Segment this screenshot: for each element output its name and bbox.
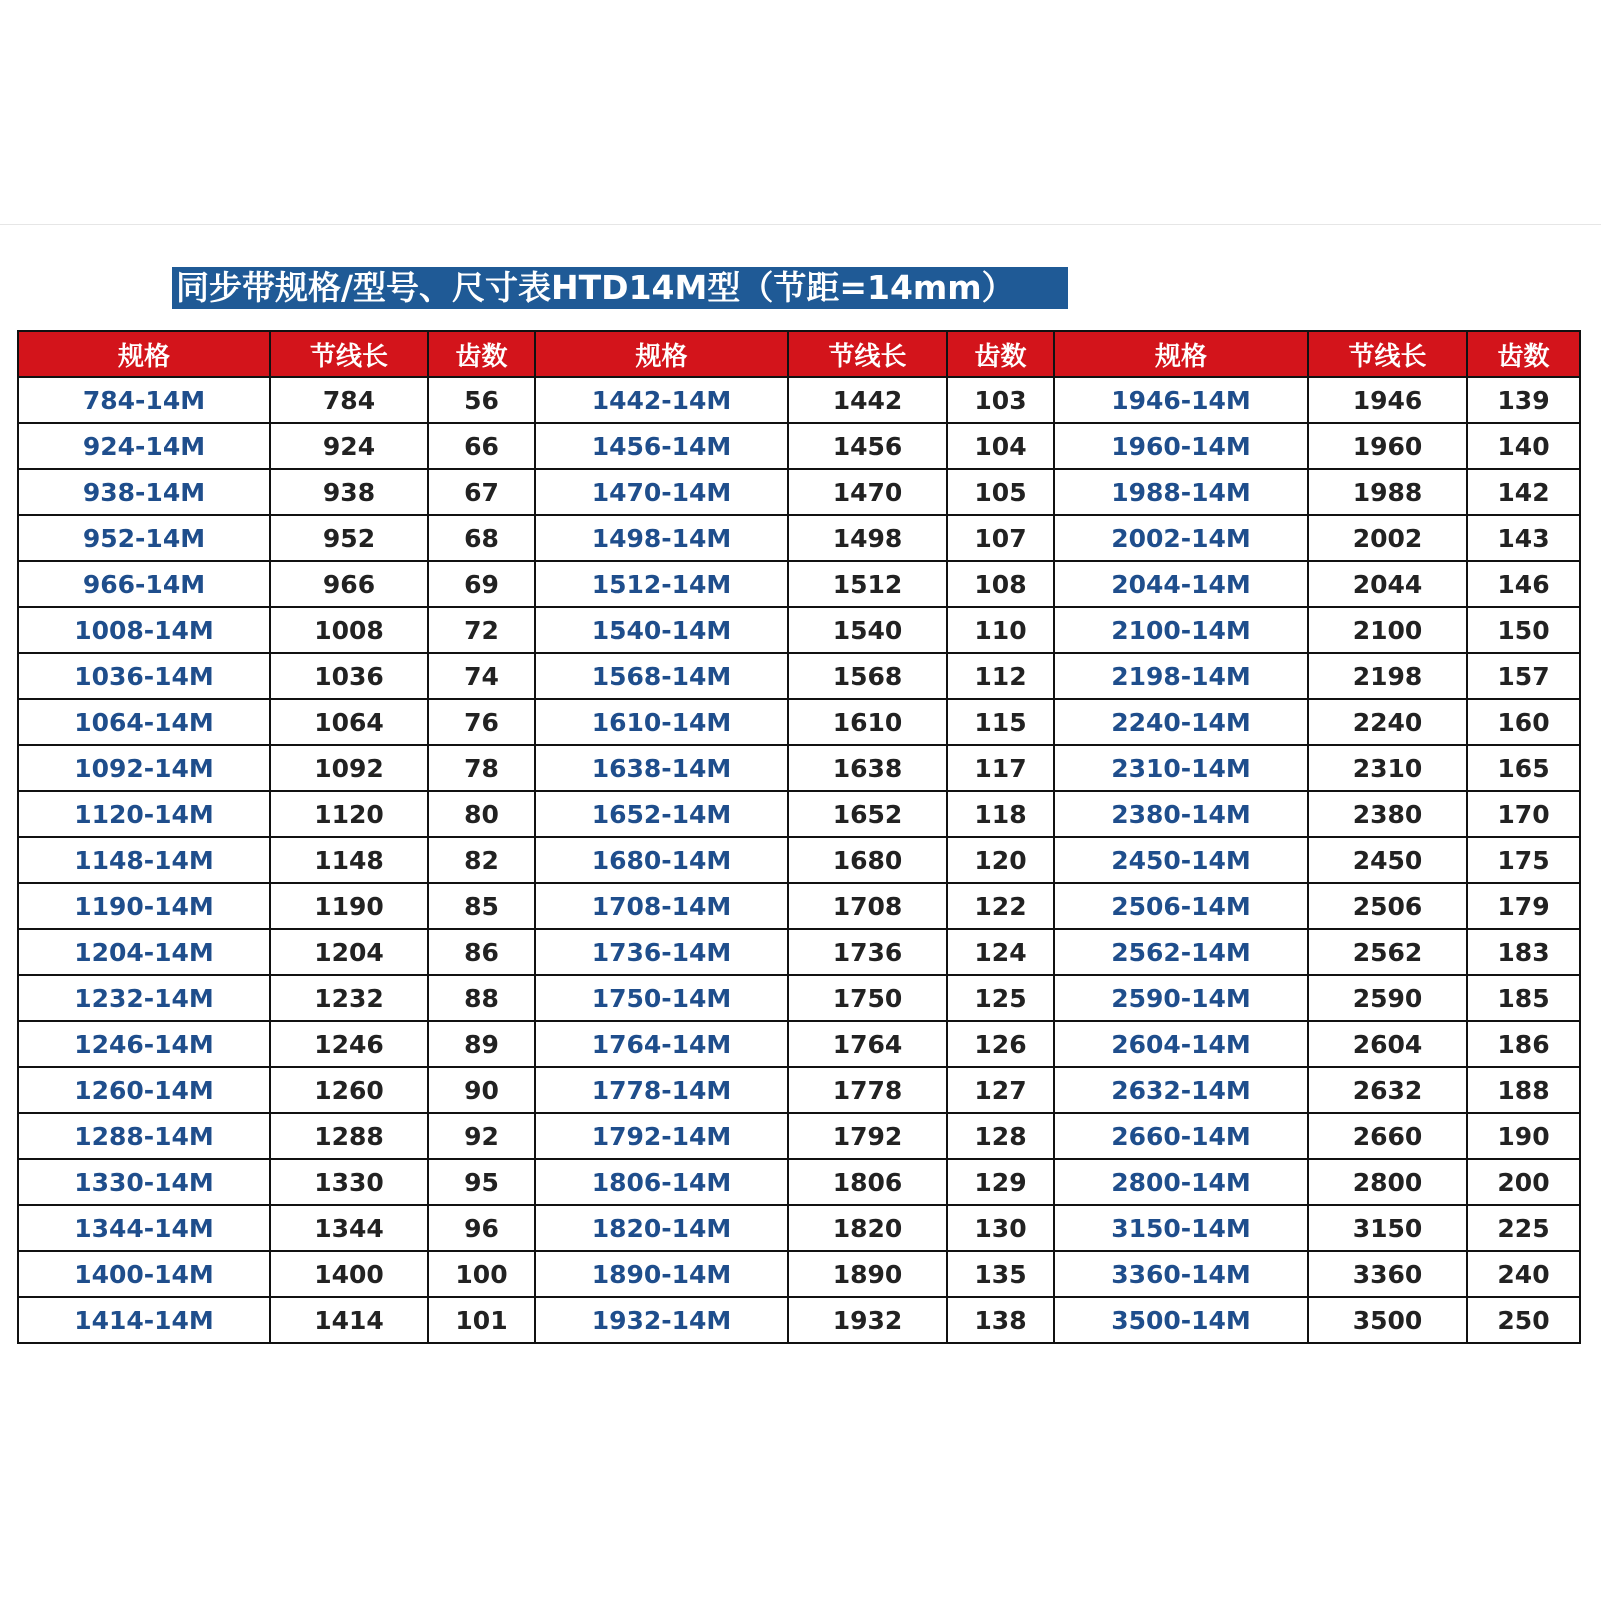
spec-cell: 1638-14M xyxy=(535,745,788,791)
teeth-cell: 67 xyxy=(428,469,535,515)
teeth-cell: 74 xyxy=(428,653,535,699)
teeth-cell: 125 xyxy=(947,975,1054,1021)
pitch-length-cell: 1442 xyxy=(788,377,947,423)
pitch-length-cell: 2198 xyxy=(1308,653,1467,699)
table-row xyxy=(18,883,1580,929)
spec-cell: 2800-14M xyxy=(1054,1159,1308,1205)
spec-cell: 1932-14M xyxy=(535,1297,788,1343)
pitch-length-cell: 1820 xyxy=(788,1205,947,1251)
table-row xyxy=(18,469,1580,515)
pitch-length-cell: 2380 xyxy=(1308,791,1467,837)
spec-cell: 1288-14M xyxy=(18,1113,270,1159)
teeth-cell: 68 xyxy=(428,515,535,561)
pitch-length-cell: 1806 xyxy=(788,1159,947,1205)
teeth-cell: 126 xyxy=(947,1021,1054,1067)
spec-cell: 1036-14M xyxy=(18,653,270,699)
pitch-length-cell: 1260 xyxy=(270,1067,428,1113)
spec-cell: 1736-14M xyxy=(535,929,788,975)
table-row xyxy=(18,975,1580,1021)
header-pitch-length: 节线长 xyxy=(270,331,428,377)
spec-cell: 3150-14M xyxy=(1054,1205,1308,1251)
pitch-length-cell: 1750 xyxy=(788,975,947,1021)
teeth-cell: 80 xyxy=(428,791,535,837)
teeth-cell: 130 xyxy=(947,1205,1054,1251)
spec-cell: 1764-14M xyxy=(535,1021,788,1067)
spec-cell: 2562-14M xyxy=(1054,929,1308,975)
spec-cell: 1470-14M xyxy=(535,469,788,515)
pitch-length-cell: 2632 xyxy=(1308,1067,1467,1113)
spec-cell: 1806-14M xyxy=(535,1159,788,1205)
pitch-length-cell: 2100 xyxy=(1308,607,1467,653)
pitch-length-cell: 1932 xyxy=(788,1297,947,1343)
spec-cell: 2198-14M xyxy=(1054,653,1308,699)
spec-cell: 1232-14M xyxy=(18,975,270,1021)
teeth-cell: 112 xyxy=(947,653,1054,699)
teeth-cell: 143 xyxy=(1467,515,1580,561)
spec-cell: 1442-14M xyxy=(535,377,788,423)
teeth-cell: 146 xyxy=(1467,561,1580,607)
spec-cell: 1246-14M xyxy=(18,1021,270,1067)
teeth-cell: 78 xyxy=(428,745,535,791)
pitch-length-cell: 1778 xyxy=(788,1067,947,1113)
spec-cell: 1946-14M xyxy=(1054,377,1308,423)
spec-cell: 2660-14M xyxy=(1054,1113,1308,1159)
spec-cell: 1120-14M xyxy=(18,791,270,837)
pitch-length-cell: 2660 xyxy=(1308,1113,1467,1159)
teeth-cell: 200 xyxy=(1467,1159,1580,1205)
header-row xyxy=(18,331,1580,377)
spec-cell: 938-14M xyxy=(18,469,270,515)
table-row xyxy=(18,1251,1580,1297)
spec-cell: 1204-14M xyxy=(18,929,270,975)
pitch-length-cell: 2240 xyxy=(1308,699,1467,745)
table-row xyxy=(18,1205,1580,1251)
table-row xyxy=(18,1113,1580,1159)
spec-cell: 952-14M xyxy=(18,515,270,561)
table-row xyxy=(18,377,1580,423)
pitch-length-cell: 1946 xyxy=(1308,377,1467,423)
top-divider xyxy=(0,224,1601,225)
pitch-length-cell: 1792 xyxy=(788,1113,947,1159)
table-row xyxy=(18,791,1580,837)
table-row xyxy=(18,561,1580,607)
teeth-cell: 85 xyxy=(428,883,535,929)
teeth-cell: 175 xyxy=(1467,837,1580,883)
spec-cell: 3500-14M xyxy=(1054,1297,1308,1343)
teeth-cell: 179 xyxy=(1467,883,1580,929)
teeth-cell: 250 xyxy=(1467,1297,1580,1343)
teeth-cell: 127 xyxy=(947,1067,1054,1113)
teeth-cell: 225 xyxy=(1467,1205,1580,1251)
spec-cell: 1330-14M xyxy=(18,1159,270,1205)
spec-cell: 1750-14M xyxy=(535,975,788,1021)
pitch-length-cell: 1736 xyxy=(788,929,947,975)
pitch-length-cell: 1890 xyxy=(788,1251,947,1297)
pitch-length-cell: 3360 xyxy=(1308,1251,1467,1297)
header-teeth: 齿数 xyxy=(1467,331,1580,377)
spec-cell: 1344-14M xyxy=(18,1205,270,1251)
table-row xyxy=(18,607,1580,653)
spec-cell: 966-14M xyxy=(18,561,270,607)
spec-cell: 2450-14M xyxy=(1054,837,1308,883)
table-row xyxy=(18,1067,1580,1113)
pitch-length-cell: 2590 xyxy=(1308,975,1467,1021)
spec-cell: 2044-14M xyxy=(1054,561,1308,607)
teeth-cell: 160 xyxy=(1467,699,1580,745)
teeth-cell: 89 xyxy=(428,1021,535,1067)
pitch-length-cell: 2450 xyxy=(1308,837,1467,883)
table-row xyxy=(18,929,1580,975)
pitch-length-cell: 1092 xyxy=(270,745,428,791)
teeth-cell: 142 xyxy=(1467,469,1580,515)
pitch-length-cell: 1764 xyxy=(788,1021,947,1067)
teeth-cell: 56 xyxy=(428,377,535,423)
table-row xyxy=(18,1159,1580,1205)
spec-cell: 2590-14M xyxy=(1054,975,1308,1021)
teeth-cell: 76 xyxy=(428,699,535,745)
teeth-cell: 157 xyxy=(1467,653,1580,699)
table-row xyxy=(18,837,1580,883)
pitch-length-cell: 1960 xyxy=(1308,423,1467,469)
pitch-length-cell: 2044 xyxy=(1308,561,1467,607)
teeth-cell: 170 xyxy=(1467,791,1580,837)
spec-cell: 1456-14M xyxy=(535,423,788,469)
pitch-length-cell: 3500 xyxy=(1308,1297,1467,1343)
table-row xyxy=(18,699,1580,745)
teeth-cell: 139 xyxy=(1467,377,1580,423)
teeth-cell: 72 xyxy=(428,607,535,653)
spec-cell: 1792-14M xyxy=(535,1113,788,1159)
teeth-cell: 100 xyxy=(428,1251,535,1297)
teeth-cell: 120 xyxy=(947,837,1054,883)
teeth-cell: 66 xyxy=(428,423,535,469)
pitch-length-cell: 1190 xyxy=(270,883,428,929)
spec-cell: 3360-14M xyxy=(1054,1251,1308,1297)
pitch-length-cell: 1064 xyxy=(270,699,428,745)
spec-cell: 2310-14M xyxy=(1054,745,1308,791)
teeth-cell: 118 xyxy=(947,791,1054,837)
teeth-cell: 128 xyxy=(947,1113,1054,1159)
pitch-length-cell: 1330 xyxy=(270,1159,428,1205)
teeth-cell: 108 xyxy=(947,561,1054,607)
spec-cell: 1512-14M xyxy=(535,561,788,607)
header-pitch-length: 节线长 xyxy=(1308,331,1467,377)
pitch-length-cell: 2506 xyxy=(1308,883,1467,929)
pitch-length-cell: 1344 xyxy=(270,1205,428,1251)
pitch-length-cell: 1470 xyxy=(788,469,947,515)
spec-cell: 1708-14M xyxy=(535,883,788,929)
spec-cell: 1148-14M xyxy=(18,837,270,883)
spec-cell: 1498-14M xyxy=(535,515,788,561)
spec-cell: 1092-14M xyxy=(18,745,270,791)
table-row xyxy=(18,515,1580,561)
header-pitch-length: 节线长 xyxy=(788,331,947,377)
header-spec: 规格 xyxy=(535,331,788,377)
pitch-length-cell: 1246 xyxy=(270,1021,428,1067)
pitch-length-cell: 952 xyxy=(270,515,428,561)
spec-cell: 2240-14M xyxy=(1054,699,1308,745)
pitch-length-cell: 1512 xyxy=(788,561,947,607)
spec-cell: 1008-14M xyxy=(18,607,270,653)
pitch-length-cell: 1540 xyxy=(788,607,947,653)
teeth-cell: 117 xyxy=(947,745,1054,791)
pitch-length-cell: 924 xyxy=(270,423,428,469)
teeth-cell: 110 xyxy=(947,607,1054,653)
pitch-length-cell: 1610 xyxy=(788,699,947,745)
pitch-length-cell: 1708 xyxy=(788,883,947,929)
pitch-length-cell: 1204 xyxy=(270,929,428,975)
teeth-cell: 96 xyxy=(428,1205,535,1251)
spec-cell: 2100-14M xyxy=(1054,607,1308,653)
spec-cell: 1260-14M xyxy=(18,1067,270,1113)
teeth-cell: 86 xyxy=(428,929,535,975)
spec-cell: 924-14M xyxy=(18,423,270,469)
teeth-cell: 103 xyxy=(947,377,1054,423)
spec-table xyxy=(17,330,1581,1344)
spec-cell: 2380-14M xyxy=(1054,791,1308,837)
pitch-length-cell: 2604 xyxy=(1308,1021,1467,1067)
spec-cell: 1652-14M xyxy=(535,791,788,837)
header-spec: 规格 xyxy=(18,331,270,377)
pitch-length-cell: 1568 xyxy=(788,653,947,699)
spec-cell: 2506-14M xyxy=(1054,883,1308,929)
pitch-length-cell: 1638 xyxy=(788,745,947,791)
pitch-length-cell: 784 xyxy=(270,377,428,423)
table-row xyxy=(18,745,1580,791)
teeth-cell: 105 xyxy=(947,469,1054,515)
spec-cell: 1680-14M xyxy=(535,837,788,883)
teeth-cell: 122 xyxy=(947,883,1054,929)
spec-cell: 1400-14M xyxy=(18,1251,270,1297)
table-row xyxy=(18,1021,1580,1067)
teeth-cell: 129 xyxy=(947,1159,1054,1205)
teeth-cell: 92 xyxy=(428,1113,535,1159)
teeth-cell: 95 xyxy=(428,1159,535,1205)
spec-cell: 1414-14M xyxy=(18,1297,270,1343)
spec-cell: 1540-14M xyxy=(535,607,788,653)
pitch-length-cell: 2002 xyxy=(1308,515,1467,561)
teeth-cell: 140 xyxy=(1467,423,1580,469)
pitch-length-cell: 938 xyxy=(270,469,428,515)
teeth-cell: 240 xyxy=(1467,1251,1580,1297)
teeth-cell: 124 xyxy=(947,929,1054,975)
pitch-length-cell: 1120 xyxy=(270,791,428,837)
pitch-length-cell: 1680 xyxy=(788,837,947,883)
spec-cell: 2632-14M xyxy=(1054,1067,1308,1113)
pitch-length-cell: 966 xyxy=(270,561,428,607)
pitch-length-cell: 1036 xyxy=(270,653,428,699)
teeth-cell: 165 xyxy=(1467,745,1580,791)
teeth-cell: 82 xyxy=(428,837,535,883)
table-body xyxy=(18,377,1580,1343)
pitch-length-cell: 1148 xyxy=(270,837,428,883)
teeth-cell: 183 xyxy=(1467,929,1580,975)
teeth-cell: 190 xyxy=(1467,1113,1580,1159)
spec-cell: 1190-14M xyxy=(18,883,270,929)
header-teeth: 齿数 xyxy=(947,331,1054,377)
pitch-length-cell: 1232 xyxy=(270,975,428,1021)
teeth-cell: 69 xyxy=(428,561,535,607)
spec-cell: 1960-14M xyxy=(1054,423,1308,469)
table-row xyxy=(18,1297,1580,1343)
pitch-length-cell: 1400 xyxy=(270,1251,428,1297)
pitch-length-cell: 1498 xyxy=(788,515,947,561)
pitch-length-cell: 2310 xyxy=(1308,745,1467,791)
spec-cell: 1890-14M xyxy=(535,1251,788,1297)
spec-cell: 2604-14M xyxy=(1054,1021,1308,1067)
teeth-cell: 188 xyxy=(1467,1067,1580,1113)
teeth-cell: 104 xyxy=(947,423,1054,469)
table-title: 同步带规格/型号、尺寸表HTD14M型（节距=14mm） xyxy=(172,267,1068,309)
header-spec: 规格 xyxy=(1054,331,1308,377)
teeth-cell: 115 xyxy=(947,699,1054,745)
pitch-length-cell: 2800 xyxy=(1308,1159,1467,1205)
pitch-length-cell: 1288 xyxy=(270,1113,428,1159)
spec-cell: 1064-14M xyxy=(18,699,270,745)
spec-cell: 2002-14M xyxy=(1054,515,1308,561)
spec-cell: 1988-14M xyxy=(1054,469,1308,515)
teeth-cell: 88 xyxy=(428,975,535,1021)
teeth-cell: 135 xyxy=(947,1251,1054,1297)
teeth-cell: 138 xyxy=(947,1297,1054,1343)
teeth-cell: 186 xyxy=(1467,1021,1580,1067)
pitch-length-cell: 1988 xyxy=(1308,469,1467,515)
pitch-length-cell: 1456 xyxy=(788,423,947,469)
pitch-length-cell: 1652 xyxy=(788,791,947,837)
pitch-length-cell: 2562 xyxy=(1308,929,1467,975)
spec-cell: 1568-14M xyxy=(535,653,788,699)
header-teeth: 齿数 xyxy=(428,331,535,377)
spec-cell: 1778-14M xyxy=(535,1067,788,1113)
spec-cell: 1820-14M xyxy=(535,1205,788,1251)
pitch-length-cell: 1008 xyxy=(270,607,428,653)
spec-cell: 784-14M xyxy=(18,377,270,423)
table-row xyxy=(18,423,1580,469)
spec-cell: 1610-14M xyxy=(535,699,788,745)
teeth-cell: 90 xyxy=(428,1067,535,1113)
table-row xyxy=(18,653,1580,699)
teeth-cell: 107 xyxy=(947,515,1054,561)
teeth-cell: 101 xyxy=(428,1297,535,1343)
teeth-cell: 185 xyxy=(1467,975,1580,1021)
pitch-length-cell: 1414 xyxy=(270,1297,428,1343)
pitch-length-cell: 3150 xyxy=(1308,1205,1467,1251)
teeth-cell: 150 xyxy=(1467,607,1580,653)
